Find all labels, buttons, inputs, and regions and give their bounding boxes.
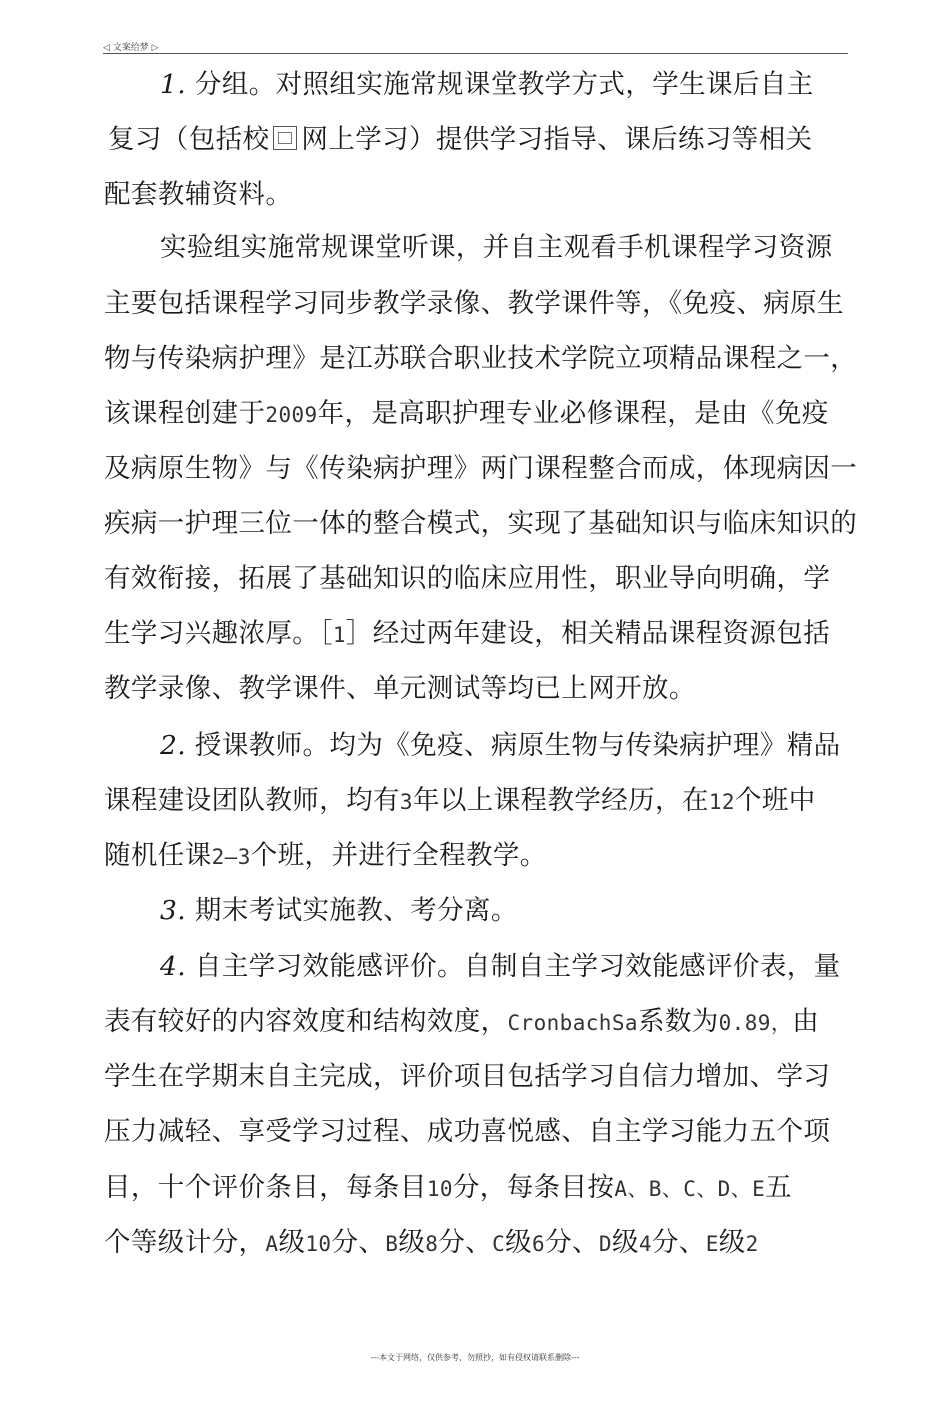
text-line <box>104 840 547 873</box>
text-run: 分、 <box>331 1227 386 1258</box>
text-line <box>108 124 813 156</box>
text-run: 个班中 <box>734 785 816 816</box>
text-run: 学生在学期末自主完成，评价项目包括学习自信力增加、学习 <box>104 1061 831 1092</box>
text-run: 级 <box>505 1227 533 1258</box>
text-run: 2009 <box>265 403 318 427</box>
text-line <box>104 343 857 375</box>
text-run: 自主学习效能感评价。自制自主学习效能感评价表，量 <box>186 951 841 982</box>
text-run: 1 <box>332 623 346 647</box>
text-run: 2 <box>745 1232 759 1256</box>
text-run: 五 <box>765 1172 793 1203</box>
text-line <box>104 1061 830 1093</box>
text-line <box>104 1227 759 1260</box>
text-run: 分、 <box>438 1227 493 1258</box>
text-line <box>104 618 830 651</box>
header-divider <box>103 53 848 54</box>
text-run: A <box>265 1232 279 1256</box>
list-number: 1. <box>160 69 187 100</box>
missing-glyph-icon <box>273 126 297 150</box>
text-line <box>160 951 841 983</box>
text-line <box>160 895 518 927</box>
text-run: 授课教师。均为《免疫、病原生物与传染病护理》精品 <box>186 730 841 761</box>
text-run: 分、 <box>651 1227 706 1258</box>
text-line <box>104 1116 830 1148</box>
text-run: 个等级计分， <box>104 1227 266 1258</box>
text-run: 及病原生物》与《传染病护理》两门课程整合而成，体现病因一 <box>104 453 858 484</box>
text-run: D <box>598 1232 612 1256</box>
text-line <box>104 179 292 211</box>
text-run: 级 <box>398 1227 426 1258</box>
text-run: 个班，并进行全程教学。 <box>250 840 547 871</box>
list-number: 3. <box>160 895 187 926</box>
text-run: 课程建设团队教师，均有 <box>104 785 400 816</box>
text-line <box>104 508 857 540</box>
text-run: A、B、C、D、E <box>614 1177 766 1201</box>
text-run: 由 <box>792 1006 820 1037</box>
text-run: 网上学习）提供学习指导、课后练习等相关 <box>301 124 813 155</box>
page-footer: ---本文于网络，仅供参考，勿照抄，如有侵权请联系删除--- <box>370 1353 580 1362</box>
text-run: 10 <box>305 1232 332 1256</box>
text-run: C <box>492 1232 506 1256</box>
text-run: 表有较好的内容效度和结构效度， <box>104 1006 508 1037</box>
text-run: 年以上课程教学经历，在 <box>412 785 709 816</box>
text-line <box>160 730 841 762</box>
text-line <box>104 288 844 320</box>
text-run: 目，十个评价条目，每条目 <box>104 1172 427 1203</box>
text-run: 系数为 <box>637 1006 719 1037</box>
text-run: 教学录像、教学课件、单元测试等均已上网开放。 <box>104 673 696 704</box>
text-run: 0.89， <box>718 1011 793 1035</box>
text-run: CronbachSa <box>507 1011 638 1035</box>
text-run: 压力减轻、享受学习过程、成功喜悦感、自主学习能力五个项 <box>104 1116 831 1147</box>
text-line <box>104 1172 792 1205</box>
text-run: 主要包括课程学习同步教学录像、教学课件等，《免疫、病原生 <box>104 288 844 319</box>
text-run: E <box>705 1232 719 1256</box>
text-run: 疾病一护理三位一体的整合模式，实现了基础知识与临床知识的 <box>104 508 858 539</box>
text-line <box>104 1006 819 1039</box>
list-number: 4. <box>160 951 187 982</box>
text-run: 级 <box>718 1227 746 1258</box>
text-run: 有效衔接，拓展了基础知识的临床应用性，职业导向明确，学 <box>104 563 831 594</box>
text-line <box>160 232 833 264</box>
page-header-label: ◁ 文案给梦 ▷ <box>103 43 159 53</box>
text-run: 实验组实施常规课堂听课，并自主观看手机课程学习资源 <box>160 232 833 263</box>
text-run: 分组。对照组实施常规课堂教学方式，学生课后自主 <box>186 69 814 100</box>
text-line <box>104 563 830 595</box>
text-run: 物与传染病护理》是江苏联合职业技术学院立项精品课程之一， <box>104 343 858 374</box>
text-run: 年，是高职护理专业必修课程，是由《免疫 <box>317 398 829 429</box>
text-run: 12 <box>708 790 735 814</box>
text-run: 分、 <box>545 1227 599 1258</box>
text-run: 期末考试实施教、考分离。 <box>186 895 518 926</box>
text-run: 随机任课 <box>104 840 212 871</box>
text-run: ］经过两年建设，相关精品课程资源包括 <box>345 618 831 649</box>
text-run: 8 <box>425 1232 439 1256</box>
text-line <box>104 785 816 818</box>
text-line <box>104 453 857 485</box>
text-run: 级 <box>611 1227 639 1258</box>
text-run: 该课程创建于 <box>104 398 266 429</box>
text-run: 10 <box>426 1177 453 1201</box>
text-line <box>104 673 696 705</box>
text-run: 6 <box>532 1232 546 1256</box>
text-run: 配套教辅资料。 <box>104 179 293 210</box>
text-run: 3 <box>399 790 413 814</box>
text-run: B <box>385 1232 399 1256</box>
text-run: 2—3 <box>211 845 251 869</box>
text-line <box>160 69 814 101</box>
text-run: 分，每条目按 <box>452 1172 615 1203</box>
text-run: 复习（包括校 <box>108 124 270 155</box>
text-line <box>104 398 829 431</box>
text-run: 级 <box>278 1227 306 1258</box>
text-run: 4 <box>638 1232 652 1256</box>
list-number: 2. <box>160 730 187 761</box>
text-run: 生学习兴趣浓厚。［ <box>104 618 333 649</box>
